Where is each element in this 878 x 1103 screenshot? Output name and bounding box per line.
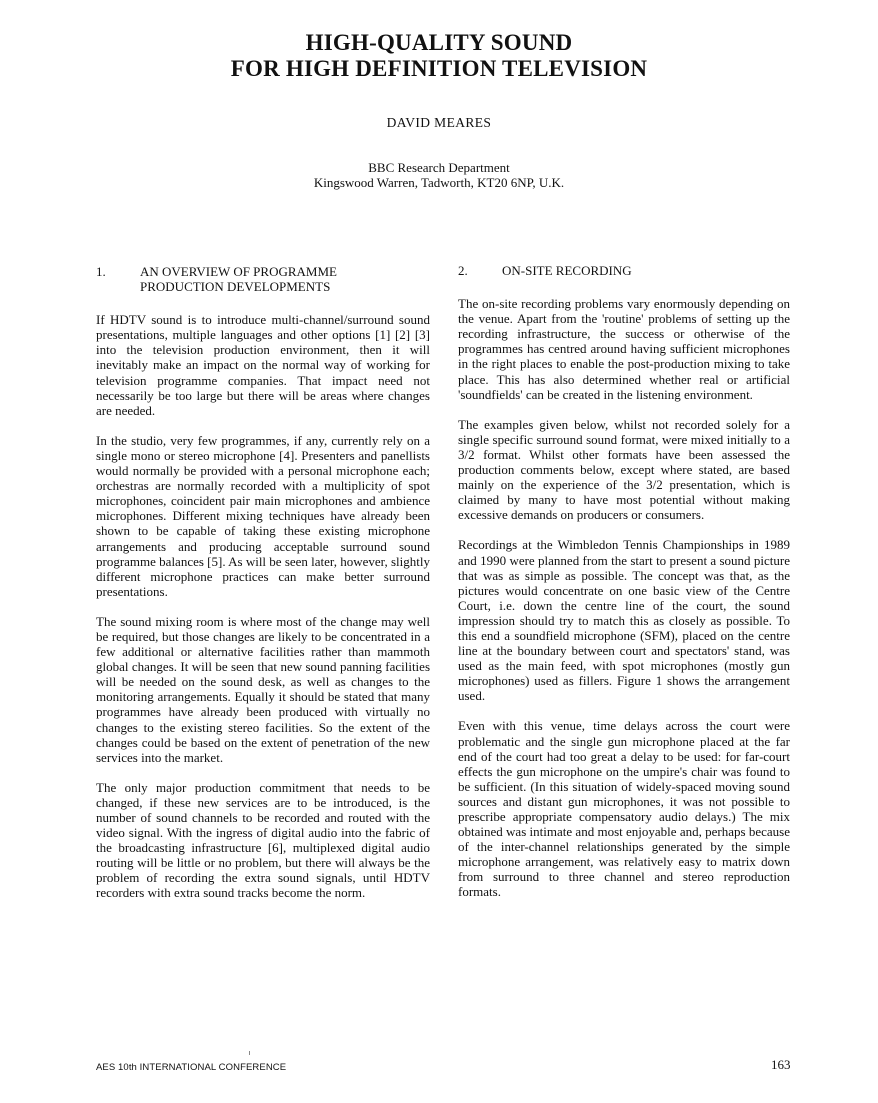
title-line-2: FOR HIGH DEFINITION TELEVISION	[230, 56, 648, 81]
paragraph: If HDTV sound is to introduce multi-channel/surround sound presentations, multiple languages and other options [1] [2] [3] into the television production environment, then it will inevitably make an impact on the normal way of working for television programme companies. That impact need not necessarily be too large but there will be areas where changes are needed.	[96, 312, 430, 418]
paragraph: Even with this venue, time delays across the court were problematic and the single gun microphone placed at the far end of the court had too great a delay to be used: for far-court effects the gun microphone on the umpire's chair was found to be sufficient. (In this situation of widely-spaced moving sound sources and distant gun microphones, it was not possible to prescribe appropriate compensatory audio delays.) The mix obtained was intimate and most enjoyable and, perhaps because of the inter-channel relationships generated by the simple microphone arrangement, was relatively easy to matrix down from surround to three channel and stereo reproduction formats.	[458, 718, 790, 900]
affiliation-line-1: BBC Research Department	[368, 160, 510, 175]
paper-title	[0, 30, 878, 82]
section-heading-2	[458, 263, 790, 278]
section-heading-1	[96, 264, 430, 294]
paragraph: The sound mixing room is where most of the change may well be required, but those changes are likely to be concentrated in a few additional or alternative facilities rather than mammoth global changes. It will be seen that new sound panning facilities will be needed on the sound desk, as well as changes to the monitoring arrangements. Equally it should be stated that many programmes have already been produced with virtually no changes to the existing stereo facilities. So the extent of the changes could be based on the extent of penetration of the new services into the market.	[96, 613, 430, 765]
paragraph: The on-site recording problems vary enormously depending on the venue. Apart from the 'routine' problems of setting up the recording infrastructure, the success or otherwise of the programmes has centred around having sufficient microphones in the right places to enable the post-production mixing to take place. This has also determined whether real or artificial 'soundfields' can be created in the listening environment.	[458, 296, 790, 402]
section-title-line-2: PRODUCTION DEVELOPMENTS	[140, 279, 331, 295]
paragraph: In the studio, very few programmes, if any, currently rely on a single mono or stereo microphone [4]. Presenters and panellists would normally be provided with a personal microphone each; orchestras are normally recorded with a multiplicity of spot microphones, coincident pair main microphones and ambience microphones. Different mixing techniques have already been shown to be capable of taking these existing microphone arrangements and producing acceptable surround sound programme balances [5]. As will be seen later, however, slightly different microphone practices can make better surround presentations.	[96, 432, 430, 599]
paragraph: The examples given below, whilst not recorded solely for a single specific surround sound format, were mixed initially to a 3/2 format. Whilst other formats have been assessed the production comments below, except where stated, are based mainly on the experience of the 3/2 presentation, which is claimed by many to have most potential without making excessive demands on producers or consumers.	[458, 416, 790, 523]
title-line-1: HIGH-QUALITY SOUND	[305, 30, 573, 55]
section-number: 2.	[458, 263, 468, 278]
paragraph: Recordings at the Wimbledon Tennis Championships in 1989 and 1990 were planned from the start to present a sound picture that was as simple as possible. The concept was that, as the pictures would concentrate on one basic view of the Centre Court, i.e. down the centre line of the court, the sound impression should try to match this as closely as possible. To this end a soundfield microphone (SFM), placed on the centre line at the boundary between court and spectators' stand, was used as the main feed, with spot microphones (mostly gun microphones) used as fillers. Figure 1 shows the arrangement used.	[458, 537, 790, 704]
left-column	[96, 264, 430, 916]
page-number: 163	[771, 1057, 791, 1072]
section-number: 1.	[96, 264, 106, 279]
affiliation-line-2: Kingswood Warren, Tadworth, KT20 6NP, U.K.	[313, 175, 565, 190]
author-name: DAVID MEARES	[386, 115, 492, 130]
conference-footer: AES 10th INTERNATIONAL CONFERENCE	[96, 1062, 287, 1073]
affiliation	[0, 160, 878, 190]
divider	[249, 1051, 250, 1055]
section-title-line-1: AN OVERVIEW OF PROGRAMME	[140, 264, 337, 279]
right-column	[458, 263, 790, 915]
paragraph: The only major production commitment that needs to be changed, if these new services are to be introduced, is the number of sound channels to be recorded and routed with the video signal. With the ingress of digital audio into the fabric of the broadcasting infrastructure [6], multiplexed digital audio routing will be little or no problem, but there will always be the problem of recording the extra sound signals, until HDTV recorders with extra sound tracks become the norm.	[96, 779, 430, 901]
section-title-line-1: ON-SITE RECORDING	[502, 263, 632, 278]
